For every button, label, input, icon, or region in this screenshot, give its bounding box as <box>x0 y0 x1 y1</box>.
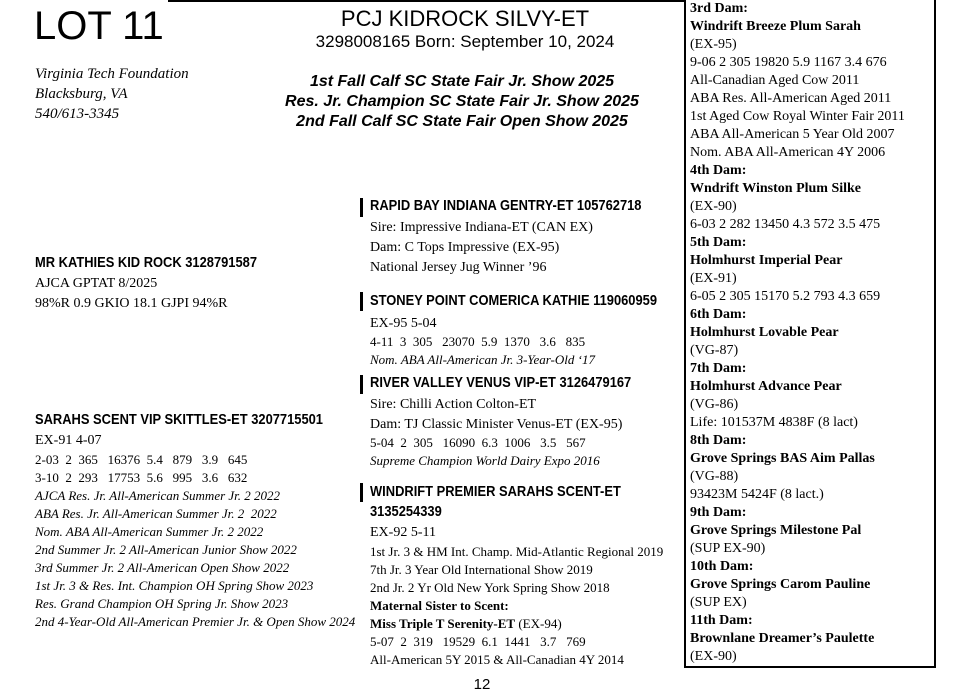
lot-number: LOT 11 <box>34 4 164 48</box>
dam-heading: 7th Dam: <box>690 361 747 376</box>
dam-honor: 2nd Summer Jr. 2 All-American Junior Show 2022 <box>35 542 297 557</box>
dam-detail: 93423M 5424F (8 lact.) <box>690 487 824 502</box>
dam-honor: 1st Jr. 3 & Res. Int. Champion OH Spring Show 2023 <box>35 578 314 593</box>
dam-name: Windrift Breeze Plum Sarah <box>690 19 861 34</box>
dam-detail: Life: 101537M 4838F (8 lact) <box>690 415 858 430</box>
consignor-phone: 540/613-3345 <box>35 106 120 122</box>
maternal-sister-record: 5-07 2 319 19529 6.1 1441 3.7 769 <box>370 634 586 649</box>
dam-dam-registration: 3135254339 <box>370 503 442 520</box>
dam-name: Holmhurst Advance Pear <box>690 379 842 394</box>
dam-detail: (EX-95) <box>690 37 737 52</box>
sire-sire-dam: Dam: C Tops Impressive (EX-95) <box>370 240 560 255</box>
dam-dam-bracket <box>360 483 363 502</box>
dam-honor: 2nd 4-Year-Old All-American Premier Jr. & Open Show 2024 <box>35 614 356 629</box>
consignor-city: Blacksburg, VA <box>35 86 128 102</box>
dam-dam-name: WINDRIFT PREMIER SARAHS SCENT-ET <box>370 483 621 500</box>
dam-heading: 11th Dam: <box>690 613 753 628</box>
dam-honor: Res. Grand Champion OH Spring Jr. Show 2023 <box>35 596 289 611</box>
dam-sire-record: 5-04 2 305 16090 6.3 1006 3.5 567 <box>370 435 586 450</box>
dam-heading: 4th Dam: <box>690 163 747 178</box>
sire-sire-name: RAPID BAY INDIANA GENTRY-ET 105762718 <box>370 197 642 214</box>
award-line: 1st Fall Calf SC State Fair Jr. Show 2025 <box>309 73 615 90</box>
dam-detail: Nom. ABA All-American 4Y 2006 <box>690 145 886 160</box>
dam-detail: (EX-90) <box>690 649 737 664</box>
maternal-sister-heading: Maternal Sister to Scent: <box>370 598 509 613</box>
dam-name: Grove Springs Carom Pauline <box>690 577 871 592</box>
dam-dam-honor: 7th Jr. 3 Year Old International Show 2019 <box>370 562 593 577</box>
dam-heading: 8th Dam: <box>690 433 747 448</box>
dam-sire-sire: Sire: Chilli Action Colton-ET <box>370 397 537 412</box>
dam-line-list <box>690 0 905 666</box>
dam-detail: All-Canadian Aged Cow 2011 <box>690 73 860 88</box>
dam-heading: 6th Dam: <box>690 307 747 322</box>
dam-name: Holmhurst Imperial Pear <box>690 253 843 268</box>
dam-dam-classification: EX-92 5-11 <box>370 525 436 540</box>
dam-detail: (SUP EX) <box>690 595 747 610</box>
dam-detail: (SUP EX-90) <box>690 541 766 556</box>
sire-sire-bracket <box>360 198 363 217</box>
dam-honor: AJCA Res. Jr. All-American Summer Jr. 2 2022 <box>35 488 281 503</box>
dam-detail: (EX-91) <box>690 271 737 286</box>
maternal-sister-score: (EX-94) <box>515 616 562 631</box>
dam-classification: EX-91 4-07 <box>35 433 102 448</box>
award-line: 2nd Fall Calf SC State Fair Open Show 2025 <box>296 113 628 130</box>
sire-dam-note: Nom. ABA All-American Jr. 3-Year-Old ‘17 <box>370 352 595 367</box>
consignor-name: Virginia Tech Foundation <box>35 66 189 82</box>
dam-sire-bracket <box>360 375 363 394</box>
dam-sire-note: Supreme Champion World Dairy Expo 2016 <box>370 453 600 468</box>
header-rule <box>168 0 684 2</box>
sire-dam-record: 4-11 3 305 23070 5.9 1370 3.6 835 <box>370 334 586 349</box>
maternal-sister-name: Miss Triple T Serenity-ET <box>370 616 516 631</box>
dam-sire-name: RIVER VALLEY VENUS VIP-ET 3126479167 <box>370 374 632 391</box>
dam-record: 3-10 2 293 17753 5.6 995 3.6 632 <box>35 470 248 485</box>
sire-dam-classification: EX-95 5-04 <box>370 316 437 331</box>
sire-genomics: 98%R 0.9 GKIO 18.1 GJPI 94%R <box>35 296 228 311</box>
dam-honor: ABA Res. Jr. All-American Summer Jr. 2 2022 <box>35 506 277 521</box>
dam-heading: 9th Dam: <box>690 505 747 520</box>
dam-detail: (VG-86) <box>690 397 739 412</box>
dam-dam-honor: 1st Jr. 3 & HM Int. Champ. Mid-Atlantic Regional 2019 <box>370 544 664 559</box>
dam-detail: (VG-88) <box>690 469 739 484</box>
dam-detail: 6-03 2 282 13450 4.3 572 3.5 475 <box>690 217 881 232</box>
sire-dam-name: STONEY POINT COMERICA KATHIE 119060959 <box>370 292 658 309</box>
dam-sire-dam: Dam: TJ Classic Minister Venus-ET (EX-95) <box>370 417 623 432</box>
maternal-sister-note: All-American 5Y 2015 & All-Canadian 4Y 2014 <box>370 652 624 667</box>
dam-detail: ABA All-American 5 Year Old 2007 <box>690 127 895 142</box>
sire-gptat: AJCA GPTAT 8/2025 <box>35 276 158 291</box>
dam-name: Grove Springs Milestone Pal <box>690 523 862 538</box>
dam-name: Brownlane Dreamer’s Paulette <box>690 631 875 646</box>
sire-sire-sire: Sire: Impressive Indiana-ET (CAN EX) <box>370 220 593 235</box>
dam-honor: Nom. ABA All-American Summer Jr. 2 2022 <box>35 524 264 539</box>
award-line: Res. Jr. Champion SC State Fair Jr. Show 2025 <box>285 93 639 110</box>
dam-detail: (VG-87) <box>690 343 739 358</box>
animal-registration: 3298008165 Born: September 10, 2024 <box>315 32 615 51</box>
dam-heading: 10th Dam: <box>690 559 754 574</box>
dam-name: Grove Springs BAS Aim Pallas <box>690 451 875 466</box>
dam-name: Holmhurst Lovable Pear <box>690 325 839 340</box>
animal-name: PCJ KIDROCK SILVY-ET <box>340 6 590 31</box>
dam-record: 2-03 2 365 16376 5.4 879 3.9 645 <box>35 452 248 467</box>
dam-dam-honor: 2nd Jr. 2 Yr Old New York Spring Show 2018 <box>370 580 610 595</box>
dam-heading: 3rd Dam: <box>690 1 748 16</box>
sire-sire-honor: National Jersey Jug Winner ’96 <box>370 260 547 275</box>
dam-detail: 1st Aged Cow Royal Winter Fair 2011 <box>690 109 905 124</box>
page-number: 12 <box>473 676 491 693</box>
dam-honor: 3rd Summer Jr. 2 All-American Open Show 2022 <box>35 560 290 575</box>
maternal-sister <box>370 615 562 633</box>
sire-dam-bracket <box>360 292 363 311</box>
dam-heading: 5th Dam: <box>690 235 747 250</box>
dam-name: SARAHS SCENT VIP SKITTLES-ET 3207715501 <box>35 411 323 428</box>
dam-name: Wndrift Winston Plum Silke <box>690 181 862 196</box>
dam-detail: 6-05 2 305 15170 5.2 793 4.3 659 <box>690 289 881 304</box>
dam-detail: (EX-90) <box>690 199 737 214</box>
dam-detail: 9-06 2 305 19820 5.9 1167 3.4 676 <box>690 55 887 70</box>
sire-name: MR KATHIES KID ROCK 3128791587 <box>35 254 258 271</box>
dam-detail: ABA Res. All-American Aged 2011 <box>690 91 892 106</box>
